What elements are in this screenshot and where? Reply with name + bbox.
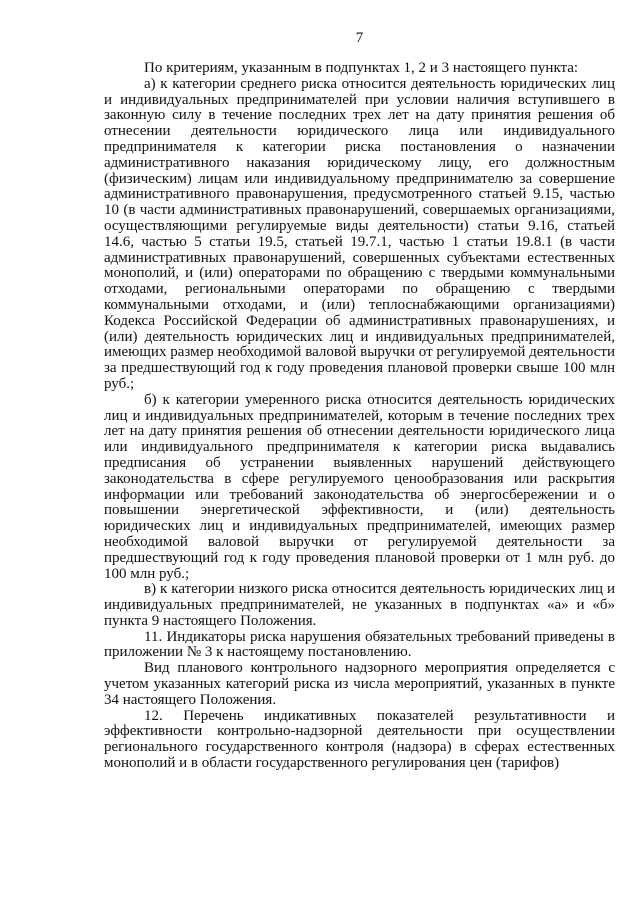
paragraph-moderate-risk: б) к категории умеренного риска относится деятельность юридических лиц и индивидуальных предпринимателей, которым в течение последних трех лет на дату принятия решения об отнесении деятельности юридического лица или индивидуального предпринимателя к категории риска выдавались предписания об устранении выявленных нарушений действующего законодательства в сфере регулируемого ценообразования или раскрытия информации или требований законодательства об энергосбережении и о повышении энергетической эффективности, и (или) деятельность юридических лиц и индивидуальных предпринимателей, имеющих размер необходимой валовой выручки от регулируемой деятельности за предшествующий год к году проведения плановой проверки от 1 млн руб. до 100 млн руб.; xyxy=(104,391,615,582)
paragraph-item-12: 12. Перечень индикативных показателей результативности и эффективности контрольно-надзорной деятельности при осуществлении регионального государственного контроля (надзора) в сферах естественных монополий и в области государственного регулирования цен (тарифов) xyxy=(104,707,615,772)
document-body xyxy=(104,61,615,772)
paragraph-planned-inspection: Вид планового контрольного надзорного мероприятия определяется с учетом указанных категорий риска из числа мероприятий, указанных в пункте 34 настоящего Положения. xyxy=(104,660,615,708)
paragraph-low-risk: в) к категории низкого риска относится деятельность юридических лиц и индивидуальных предпринимателей, не указанных в подпунктах «а» и «б» пункта 9 настоящего Положения. xyxy=(104,581,615,629)
paragraph-medium-risk: а) к категории среднего риска относится деятельность юридических лиц и индивидуальных предпринимателей при условии наличия вступившего в законную силу в течение последних трех лет на дату принятия решения об отнесении деятельности юридического лица или индивидуального предпринимателя к категории риска постановления о назначении административного наказания юридическому лицу, его должностным (физическим) лицам или индивидуальному предпринимателю за совершение административного правонарушения, предусмотренного статьей 9.15, частью 10 (в части административных правонарушений, совершаемых организациями, осуществляющими регулируемые виды деятельности) статьи 9.16, статьей 14.6, частью 5 статьи 19.5, статьей 19.7.1, частью 1 статьи 19.8.1 (в части административных правонарушений, совершенных субъектами естественных монополий, и (или) операторами по обращению с твердыми коммунальными отходами, региональными операторами по обращению с твердыми коммунальными отходами, и (или) теплоснабжающими организациями) Кодекса Российской Федерации об административных правонарушениях, и (или) деятельность юридических лиц и индивидуальных предпринимателей, имеющих размер необходимой валовой выручки от регулируемой деятельности за предшествующий год к году проведения плановой проверки свыше 100 млн руб.; xyxy=(104,75,615,392)
paragraph-item-11: 11. Индикаторы риска нарушения обязательных требований приведены в приложении № 3 к настоящему постановлению. xyxy=(104,628,615,661)
page-number: 7 xyxy=(355,30,364,46)
paragraph-criteria-intro: По критериям, указанным в подпунктах 1, 2 и 3 настоящего пункта: xyxy=(144,60,579,76)
